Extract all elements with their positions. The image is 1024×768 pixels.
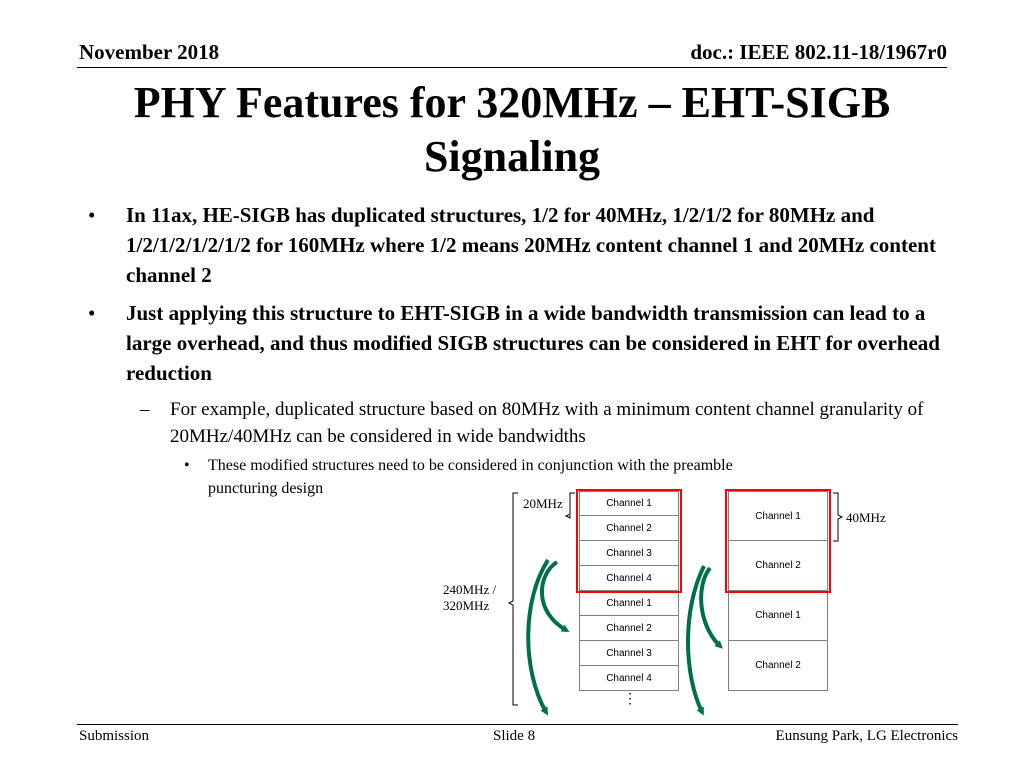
footer-author: Eunsung Park, LG Electronics — [775, 728, 958, 744]
sub-bullet-marker: – — [140, 399, 150, 420]
content-channel-cell: Channel 1 — [579, 591, 679, 616]
content-channel-cell: Channel 1 — [728, 491, 828, 541]
content-channel-cell: Channel 1 — [579, 491, 679, 516]
footer-slide-number: Slide 8 — [493, 728, 536, 744]
label-total-line-2: 320MHz — [443, 598, 490, 613]
repeat-arrow-right-1 — [701, 568, 720, 646]
content-channel-cell: Channel 1 — [728, 591, 828, 641]
slide-title-line-1: PHY Features for 320MHz – EHT-SIGB — [133, 78, 891, 127]
bullet-marker: • — [88, 203, 96, 227]
content-channel-cell: Channel 2 — [579, 616, 679, 641]
content-channel-cell: Channel 4 — [579, 566, 679, 591]
bracket-40mhz — [833, 493, 842, 541]
bracket-20mhz — [566, 493, 575, 518]
content-channel-cell: Channel 2 — [579, 516, 679, 541]
slide-title-line-2: Signaling — [423, 132, 601, 181]
content-channel-cell: Channel 3 — [579, 641, 679, 666]
footer-divider — [77, 724, 958, 725]
repeat-arrow-left-2 — [528, 560, 548, 712]
bracket-total — [509, 493, 518, 705]
bullet-text: In 11ax, HE-SIGB has duplicated structures, 1/2 for 40MHz, 1/2/1/2 for 80MHz and 1/2/1/2/1/2/1/2 for 160MHz where 1/2 means 20MHz content channel 1 and 20MHz content channel 2 — [126, 203, 936, 287]
highlight-box-80mhz-20mhz-granularity — [576, 489, 682, 593]
header-date: November 2018 — [79, 40, 220, 64]
label-20mhz: 20MHz — [523, 496, 563, 511]
header-doc-id: doc.: IEEE 802.11-18/1967r0 — [690, 40, 947, 64]
continuation-marker-left: ⋮ — [623, 692, 637, 707]
label-total-bandwidth — [443, 582, 496, 614]
content-channel-cell: Channel 4 — [579, 666, 679, 691]
label-total-line-1: 240MHz / — [443, 582, 497, 597]
repeat-arrow-left-1 — [542, 562, 566, 630]
bullet-text: Just applying this structure to EHT-SIGB in a wide bandwidth transmission can lead to a large overhead, and thus modified SIGB structures can be considered in EHT for overhead reduction — [126, 301, 940, 385]
label-40mhz: 40MHz — [846, 510, 886, 525]
footer-submission: Submission — [79, 728, 150, 744]
bullet-marker: • — [88, 301, 96, 325]
sub-sub-bullet-marker: • — [184, 457, 190, 474]
content-channel-cell: Channel 3 — [579, 541, 679, 566]
sub-bullet-text: For example, duplicated structure based on 80MHz with a minimum content channel granularity of 20MHz/40MHz can be considered in wide bandwidths — [170, 399, 924, 447]
sub-sub-bullet-text: These modified structures need to be considered in conjunction with the preamble puncturing design — [208, 457, 733, 497]
content-channel-cell: Channel 2 — [728, 541, 828, 591]
highlight-box-80mhz-40mhz-granularity — [725, 489, 831, 593]
content-channel-cell: Channel 2 — [728, 641, 828, 691]
